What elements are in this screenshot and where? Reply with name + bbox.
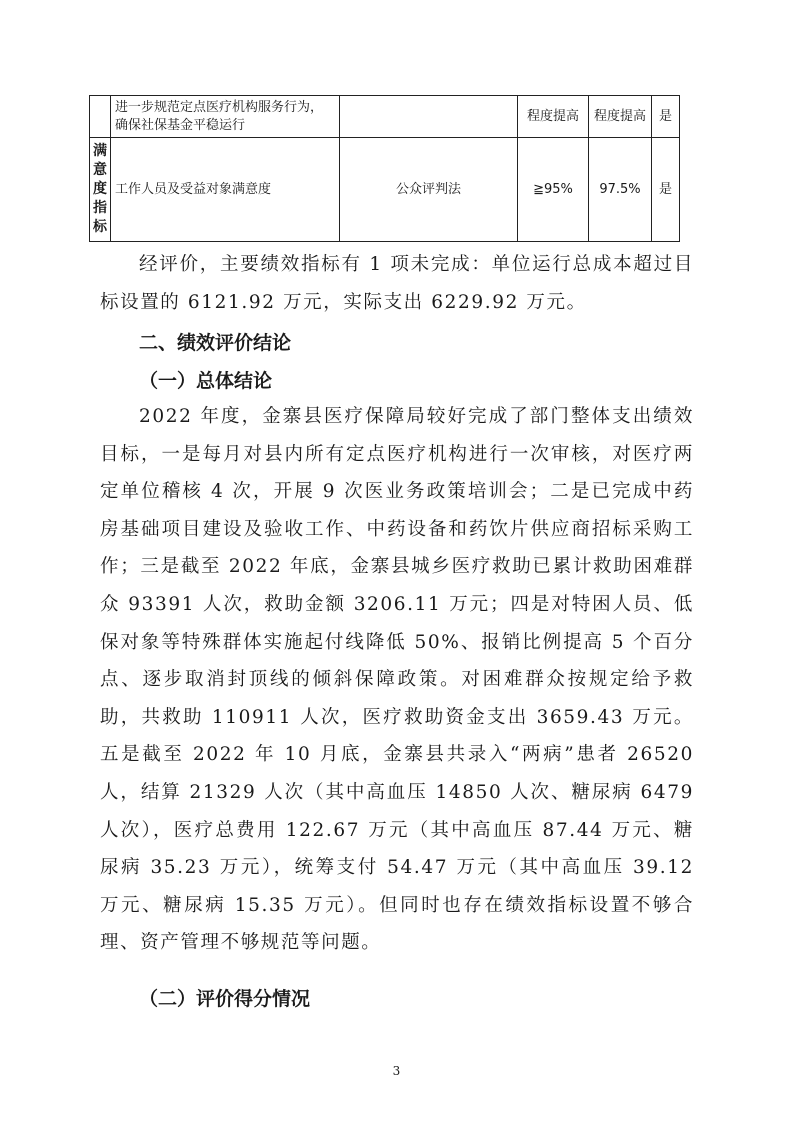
category-char: 标 <box>93 219 107 235</box>
subsection-heading-score: （二）评价得分情况 <box>139 988 311 1010</box>
page-number: 3 <box>392 1064 401 1078</box>
table-cell-category-satisfaction <box>90 138 111 242</box>
category-char: 指 <box>93 200 107 216</box>
table-cell-target: 程度提高 <box>518 96 589 138</box>
table-cell-indicator: 进一步规范定点医疗机构服务行为，确保社保基金平稳运行 <box>111 96 340 138</box>
table-row <box>90 138 680 242</box>
category-char: 意 <box>93 162 107 178</box>
category-char: 度 <box>93 181 107 197</box>
table-cell-indicator: 工作人员及受益对象满意度 <box>111 138 340 242</box>
category-char: 满 <box>93 143 107 159</box>
subsection-heading-overall: （一）总体结论 <box>139 370 273 392</box>
table-cell-method <box>340 96 518 138</box>
table-row <box>90 96 680 138</box>
overall-conclusion-paragraph: 2022 年度，金寨县医疗保障局较好完成了部门整体支出绩效目标，一是每月对县内所有定点医疗机构进行一次审核，对医疗两定单位稽核 4 次，开展 9 次医业务政策培训会；二是已完成中药房基础项目建设及验收工作、中药设备和药饮片供应商招标采购工作；三是截至 2022 年底，金寨县城乡医疗救助已累计救助困难群众 93391 人次，救助金额 3206.11 万元；四是对特困人员、低保对象等特殊群体实施起付线降低 50%、报销比例提高 5 个百分点、逐步取消封顶线的倾斜保障政策。对困难群众按规定给予救助，共救助 110911 人次，医疗救助资金支出 3659.43 万元。五是截至 2022 年 10 月底，金寨县共录入“两病”患者 26520 人，结算 21329 人次（其中高血压 14850 人次、糖尿病 6479 人次），医疗总费用 122.67 万元（其中高血压 87.44 万元、糖尿病 35.23 万元），统筹支付 54.47 万元（其中高血压 39.12 万元、糖尿病 15.35 万元）。但同时也存在绩效指标设置不够合理、资产管理不够规范等问题。 <box>100 406 694 954</box>
table-cell-achieved: 是 <box>652 138 680 242</box>
section-heading-conclusion: 二、绩效评价结论 <box>139 332 292 354</box>
table-cell-method: 公众评判法 <box>340 138 518 242</box>
table-cell-target: ≧95% <box>518 138 589 242</box>
indicator-table <box>89 95 680 242</box>
table-cell-category-empty <box>90 96 111 138</box>
table-cell-actual: 程度提高 <box>589 96 652 138</box>
table-cell-actual: 97.5% <box>589 138 652 242</box>
evaluation-summary-paragraph: 经评价，主要绩效指标有 1 项未完成：单位运行总成本超过目标设置的 6121.92 万元，实际支出 6229.92 万元。 <box>100 254 694 313</box>
table-cell-achieved: 是 <box>652 96 680 138</box>
